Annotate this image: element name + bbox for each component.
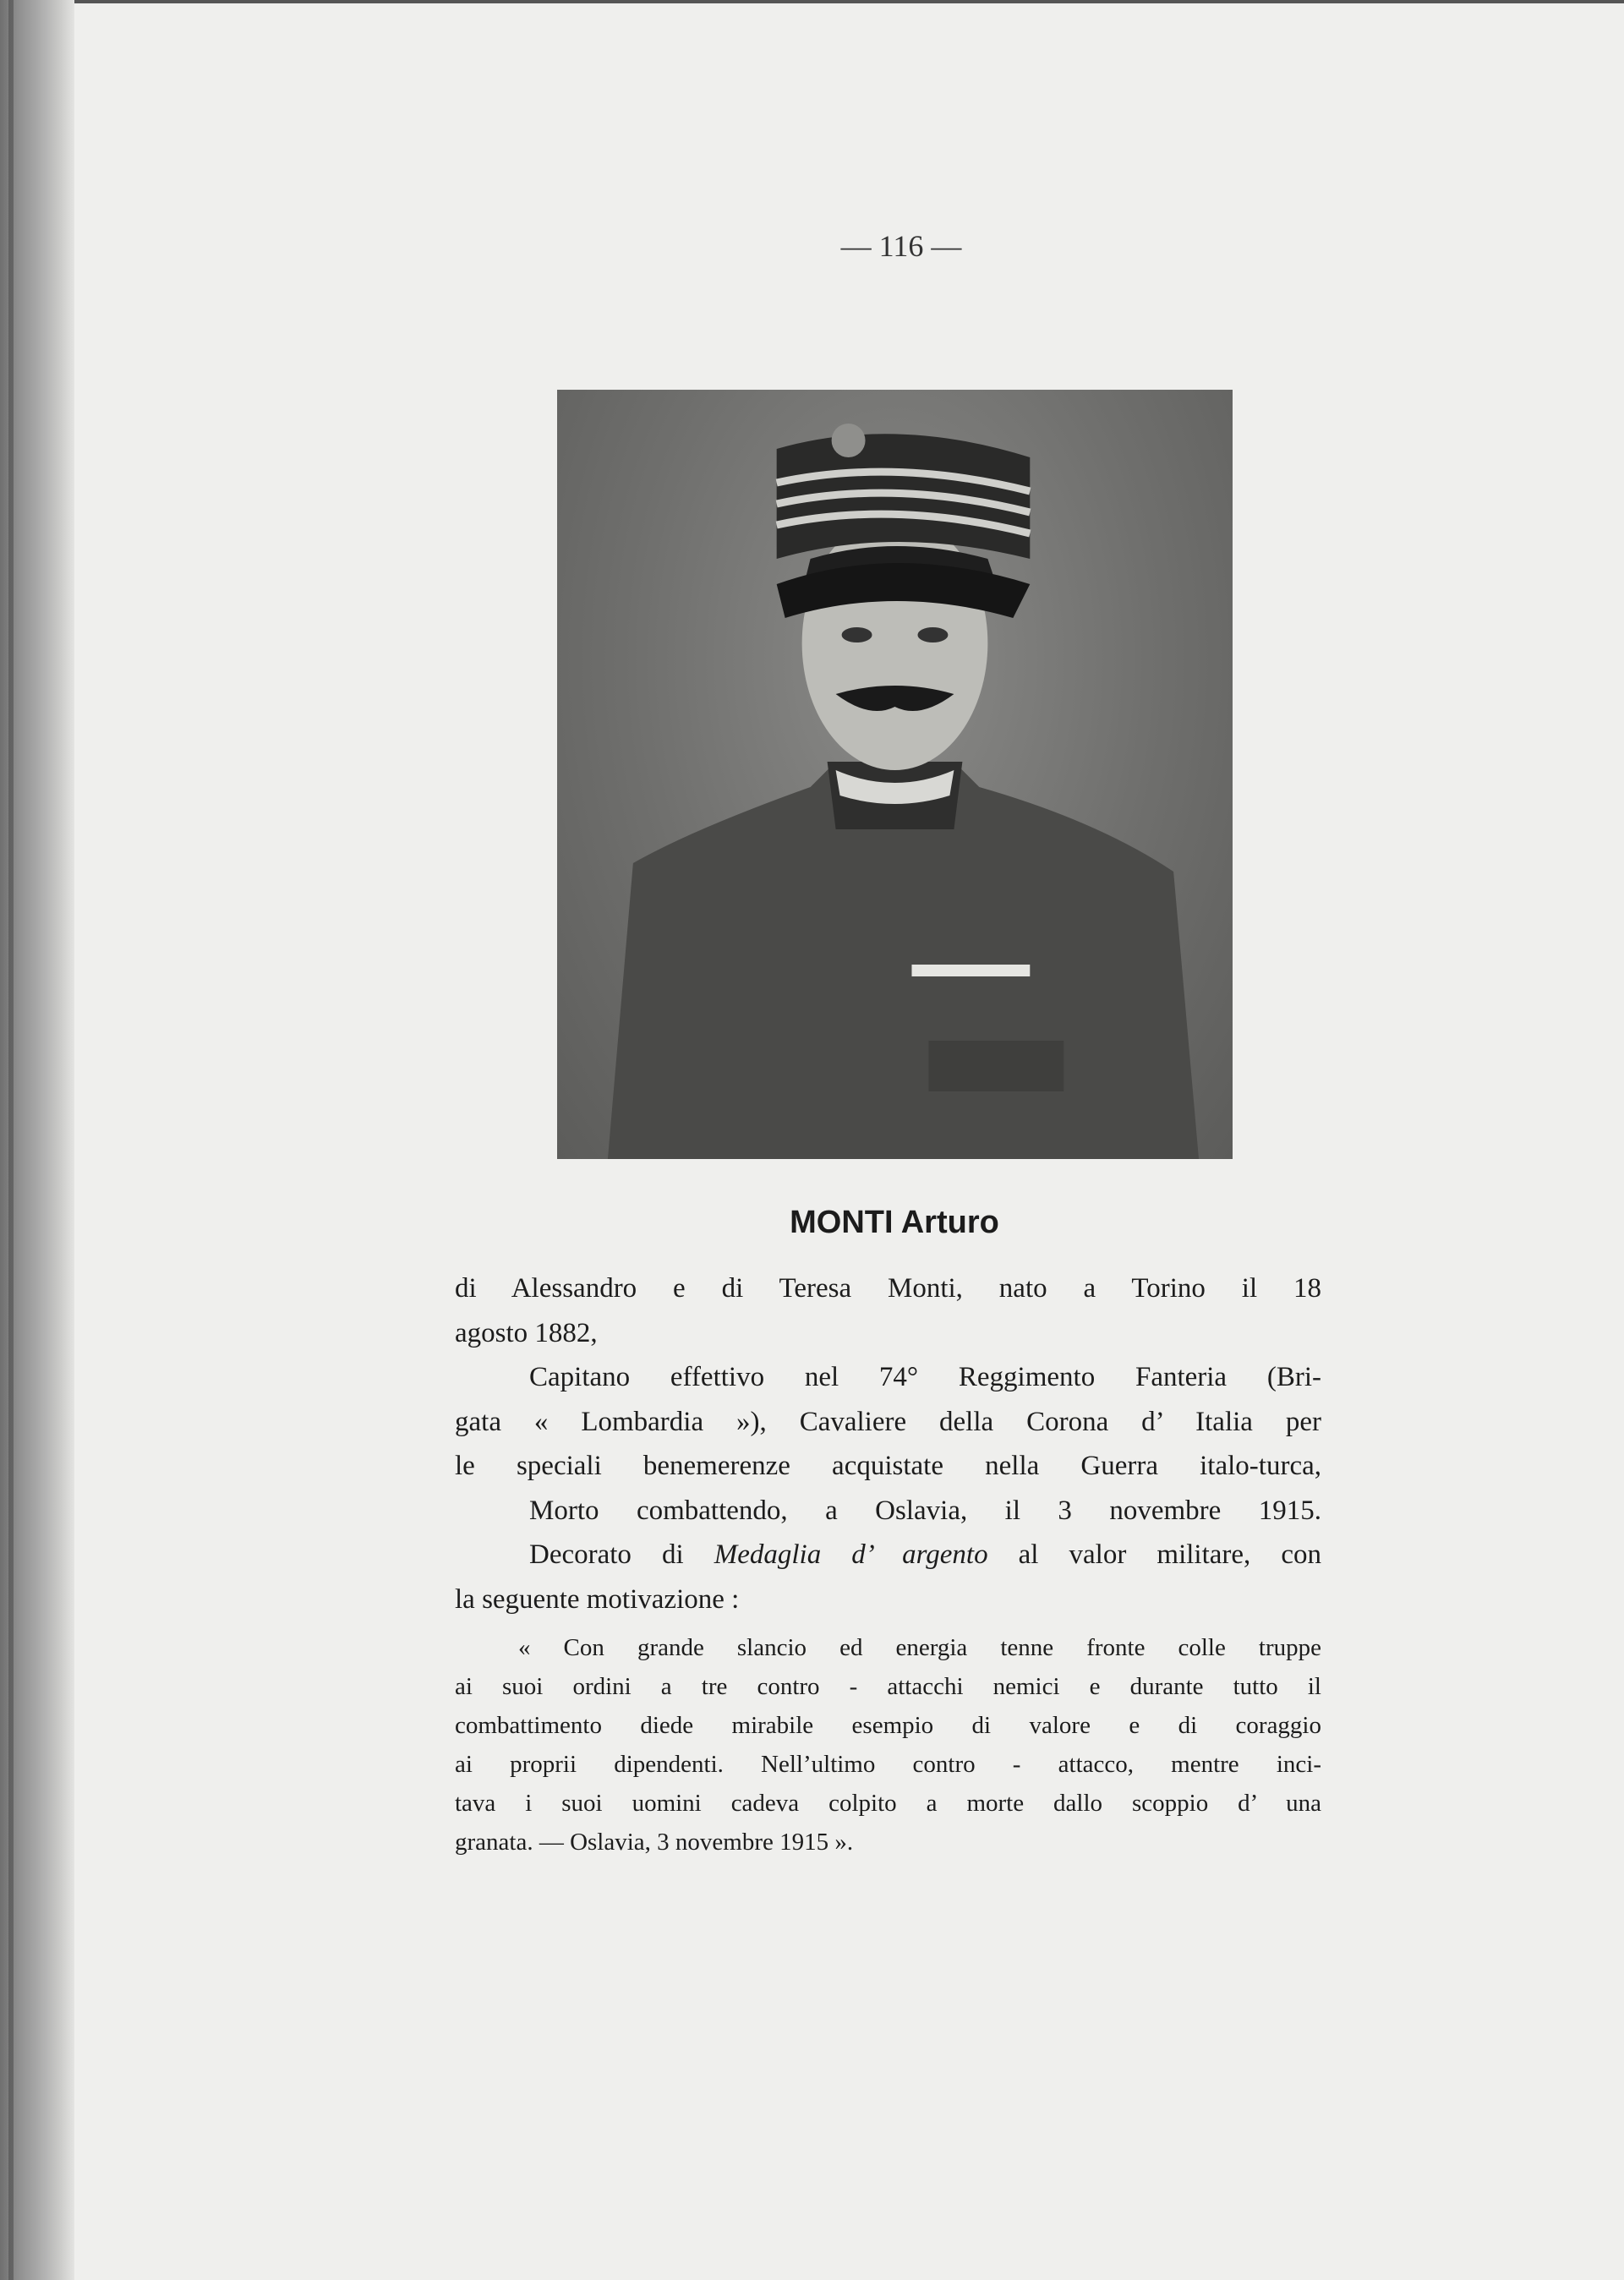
quote-line: ai proprii dipendenti. Nell’ultimo contro - attacco, mentre inci- [455,1751,1321,1778]
text-line: di Alessandro e di Teresa Monti, nato a Torino il 18 [455,1273,1321,1304]
quote-line: granata. — Oslavia, 3 novembre 1915 ». [455,1829,854,1856]
portrait-figure [557,390,1233,1159]
book-binding-edge [0,0,74,2280]
text-line [455,1533,1321,1577]
quote-line: combattimento diede mirabile esempio di valore e di coraggio [455,1712,1321,1739]
text-line: Capitano effettivo nel 74° Reggimento Fanteria (Bri- [529,1362,1321,1392]
text-line: agosto 1882, [455,1317,598,1348]
citation-quote [455,1628,1321,1862]
scan-top-edge [0,0,1624,3]
text-line: le speciali benemerenze acquistate nella Guerra italo-turca, [455,1451,1321,1481]
page-number: — 116 — [840,229,962,263]
quote-line: tava i suoi uomini cadeva colpito a morte dallo scoppio d’ una [455,1790,1321,1817]
text-segment: al valor militare, con [987,1539,1321,1570]
text-segment: Decorato di [529,1539,714,1570]
text-line: gata « Lombardia »), Cavaliere della Corona d’ Italia per [455,1406,1321,1437]
portrait-photo [557,390,1233,1159]
text-line: Morto combattendo, a Oslavia, il 3 novembre 1915. [529,1495,1321,1526]
text-line: la seguente motivazione : [455,1583,740,1615]
biography-text [455,1266,1321,1862]
biography-title: MONTI Arturo [790,1205,999,1240]
quote-line: ai suoi ordini a tre contro - attacchi nemici e durante tutto il [455,1673,1321,1700]
quote-line: « Con grande slancio ed energia tenne fronte colle truppe [518,1634,1321,1661]
medal-name: Medaglia d’ argento [714,1539,988,1570]
binding-shadow [8,0,14,2280]
